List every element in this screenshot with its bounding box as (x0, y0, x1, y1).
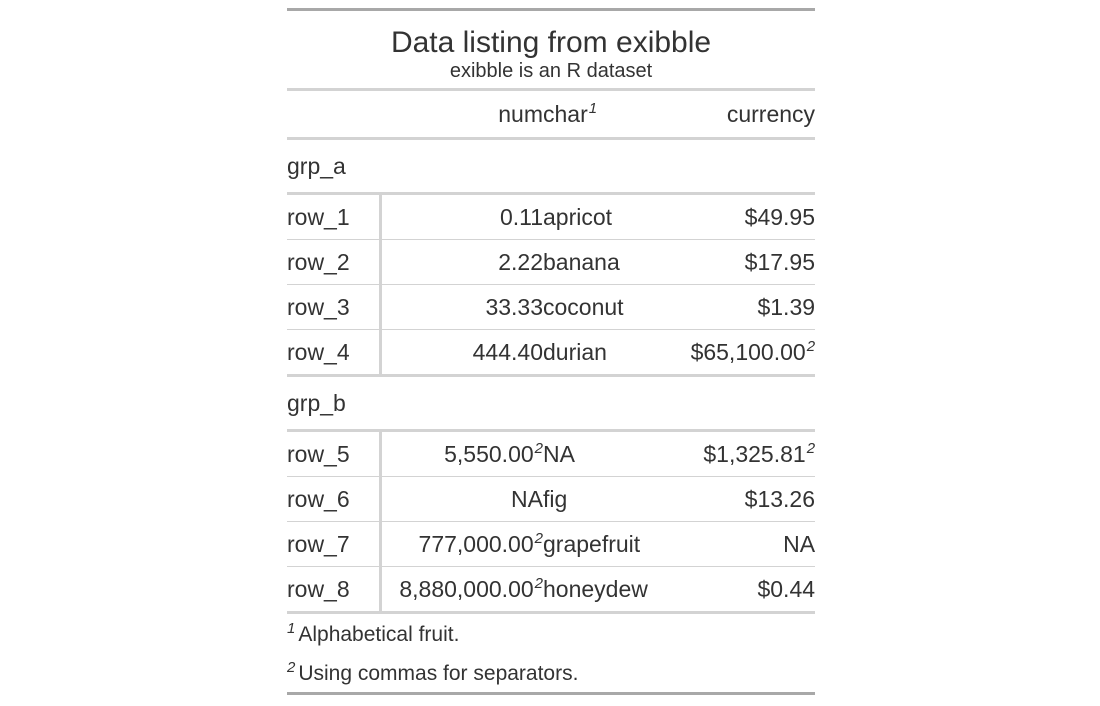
footnote-text: Alphabetical fruit. (298, 623, 460, 646)
row-stub-label: row_5 (287, 440, 350, 467)
footnote-mark: 2 (534, 529, 543, 547)
table-row (287, 567, 815, 613)
cell-char (543, 330, 663, 376)
data-table (287, 8, 815, 695)
cell-currency (663, 285, 815, 330)
cell-char-value: NA (543, 440, 575, 467)
cell-num (380, 431, 543, 477)
table-row (287, 330, 815, 376)
row-stub-label: row_8 (287, 575, 350, 602)
cell-currency-value: $13.26 (744, 485, 816, 512)
row-group-label: grp_b (287, 376, 815, 431)
cell-currency (663, 431, 815, 477)
footnote-row (287, 613, 815, 657)
row-stub (287, 194, 380, 240)
table-row (287, 477, 815, 522)
table-row (287, 194, 815, 240)
cell-currency (663, 477, 815, 522)
cell-char (543, 240, 663, 285)
row-stub-label: row_6 (287, 485, 350, 512)
cell-num (380, 567, 543, 613)
table-subtitle: exibble is an R dataset (449, 60, 653, 82)
cell-num-value: 0.11 (499, 203, 543, 230)
cell-num-value: 2.22 (498, 248, 543, 275)
row-stub (287, 567, 380, 613)
cell-char (543, 431, 663, 477)
footnote-mark: 2 (287, 659, 296, 676)
column-header-char (543, 90, 663, 139)
footnote-mark: 2 (534, 574, 543, 592)
cell-num-value: 444.40 (472, 338, 543, 365)
footnote-row (287, 656, 815, 694)
cell-num-value: 8,880,000.00 (399, 575, 534, 602)
footnote-mark: 1 (588, 99, 598, 117)
cell-num (380, 522, 543, 567)
cell-char (543, 285, 663, 330)
table-row (287, 285, 815, 330)
row-group-label: grp_a (287, 139, 815, 194)
cell-char-value: coconut (543, 293, 624, 320)
cell-char-value: grapefruit (543, 530, 641, 557)
footnote (287, 613, 815, 657)
cell-num (380, 285, 543, 330)
cell-currency (663, 567, 815, 613)
cell-num (380, 194, 543, 240)
footnote-text: Using commas for separators. (298, 662, 579, 685)
column-header-num-label: num (498, 100, 543, 127)
cell-num (380, 330, 543, 376)
row-group-header (287, 376, 815, 431)
title-row (287, 10, 815, 61)
cell-currency-value: $17.95 (744, 248, 816, 275)
footnote-mark: 2 (806, 337, 816, 355)
table-body (287, 139, 815, 613)
table-row (287, 431, 815, 477)
cell-num (380, 240, 543, 285)
subtitle-row (287, 60, 815, 90)
stub-header (287, 90, 380, 139)
cell-currency-value: $1,325.81 (703, 440, 806, 467)
row-stub-label: row_3 (287, 293, 350, 320)
row-stub (287, 522, 380, 567)
row-stub-label: row_4 (287, 338, 350, 365)
footnote (287, 656, 815, 694)
footnote-mark: 2 (806, 439, 816, 457)
cell-char-value: banana (543, 248, 620, 275)
cell-num-value: 33.33 (485, 293, 543, 320)
cell-currency-value: $0.44 (757, 575, 816, 602)
column-header-char-label: char (543, 100, 588, 127)
cell-currency (663, 522, 815, 567)
row-stub (287, 477, 380, 522)
cell-char-value: honeydew (543, 575, 648, 602)
cell-currency (663, 330, 815, 376)
cell-num-value: 777,000.00 (418, 530, 534, 557)
cell-currency-value: NA (783, 530, 816, 557)
cell-num (380, 477, 543, 522)
row-group-header (287, 139, 815, 194)
cell-char-value: durian (543, 338, 607, 365)
cell-currency-value: $49.95 (744, 203, 816, 230)
table-title: Data listing from exibble (287, 10, 815, 61)
cell-char (543, 477, 663, 522)
cell-char (543, 522, 663, 567)
column-header-currency (663, 90, 815, 139)
cell-num-value: NA (511, 485, 543, 512)
table-row (287, 240, 815, 285)
row-stub (287, 431, 380, 477)
cell-currency (663, 240, 815, 285)
cell-char (543, 567, 663, 613)
column-header-num (380, 90, 543, 139)
cell-num-value: 5,550.00 (444, 440, 534, 467)
row-stub-label: row_2 (287, 248, 350, 275)
cell-char-value: apricot (543, 203, 613, 230)
row-stub-label: row_1 (287, 203, 350, 230)
cell-currency-value: $1.39 (757, 293, 816, 320)
footnote-mark: 2 (534, 439, 543, 457)
footnote-mark: 1 (287, 620, 296, 637)
row-stub (287, 330, 380, 376)
column-header-currency-label: currency (726, 100, 816, 127)
table-row (287, 522, 815, 567)
cell-char (543, 194, 663, 240)
cell-char-value: fig (543, 485, 568, 512)
row-stub-label: row_7 (287, 530, 350, 557)
column-header-row (287, 90, 815, 139)
row-stub (287, 285, 380, 330)
cell-currency-value: $65,100.00 (690, 338, 806, 365)
cell-currency (663, 194, 815, 240)
row-stub (287, 240, 380, 285)
